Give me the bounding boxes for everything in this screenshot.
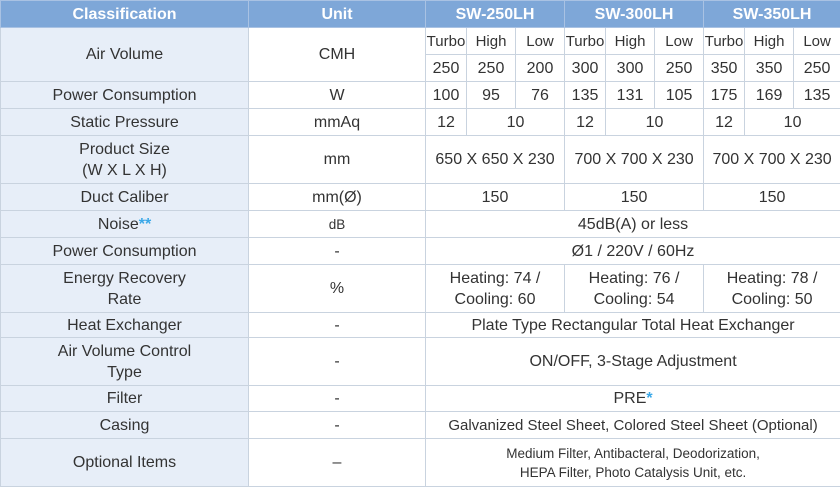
casing-label: Casing [1,412,249,439]
power-value: 135 [794,82,840,109]
air-volume-value: 250 [794,55,840,82]
static-pressure-turbo: 12 [704,109,745,136]
duct-caliber-unit: mm(Ø) [249,184,426,211]
power-value: 135 [565,82,606,109]
static-pressure-row [1,109,840,136]
mode-high: High [745,28,794,55]
product-size-label [1,136,249,184]
duct-caliber-label: Duct Caliber [1,184,249,211]
mode-low: Low [655,28,704,55]
static-pressure-high-low: 10 [606,109,704,136]
product-size-value: 700 X 700 X 230 [704,136,840,184]
mode-turbo: Turbo [426,28,467,55]
noise-unit: dB [249,211,426,238]
power-value: 169 [745,82,794,109]
power-supply-unit: - [249,238,426,265]
static-pressure-high-low: 10 [467,109,565,136]
header-row [1,1,840,28]
power-value: 95 [467,82,516,109]
power-value: 131 [606,82,655,109]
duct-caliber-row [1,184,840,211]
power-value: 105 [655,82,704,109]
mode-low: Low [794,28,840,55]
static-pressure-turbo: 12 [426,109,467,136]
power-supply-value: Ø1 / 220V / 60Hz [426,238,840,265]
duct-caliber-value: 150 [704,184,840,211]
air-volume-control-label-line1: Air Volume Control [1,341,248,362]
static-pressure-turbo: 12 [565,109,606,136]
energy-recovery-heating: Heating: 74 / [426,268,564,289]
heat-exchanger-label: Heat Exchanger [1,313,249,338]
mode-high: High [606,28,655,55]
casing-value: Galvanized Steel Sheet, Colored Steel Sheet (Optional) [426,412,840,439]
energy-recovery-label-line1: Energy Recovery [1,268,248,289]
air-volume-value: 200 [516,55,565,82]
air-volume-control-value: ON/OFF, 3-Stage Adjustment [426,338,840,386]
header-classification: Classification [1,1,249,28]
power-value: 100 [426,82,467,109]
energy-recovery-cooling: Cooling: 50 [704,289,840,310]
air-volume-control-label-line2: Type [1,362,248,383]
duct-caliber-value: 150 [426,184,565,211]
casing-row [1,412,840,439]
air-volume-value: 250 [655,55,704,82]
power-value: 175 [704,82,745,109]
noise-row [1,211,840,238]
filter-value-cell [426,386,840,412]
energy-recovery-label [1,265,249,313]
energy-recovery-row [1,265,840,313]
air-volume-value: 250 [467,55,516,82]
header-model-3: SW-350LH [704,1,840,28]
energy-recovery-heating: Heating: 78 / [704,268,840,289]
optional-items-unit: – [249,439,426,487]
power-consumption-label: Power Consumption [1,82,249,109]
air-volume-label: Air Volume [1,28,249,82]
header-unit: Unit [249,1,426,28]
energy-recovery-unit: % [249,265,426,313]
air-volume-value: 350 [704,55,745,82]
air-volume-control-unit: - [249,338,426,386]
noise-value: 45dB(A) or less [426,211,840,238]
heat-exchanger-unit: - [249,313,426,338]
mode-high: High [467,28,516,55]
air-volume-unit: CMH [249,28,426,82]
noise-footnote-mark: ** [139,216,151,233]
duct-caliber-value: 150 [565,184,704,211]
air-volume-value: 350 [745,55,794,82]
air-volume-control-label [1,338,249,386]
air-volume-control-row [1,338,840,386]
product-size-label-line1: Product Size [1,139,248,160]
mode-low: Low [516,28,565,55]
air-volume-value: 300 [565,55,606,82]
product-size-label-line2: (W X L X H) [1,160,248,181]
energy-recovery-cooling: Cooling: 60 [426,289,564,310]
filter-row [1,386,840,412]
optional-items-line1: Medium Filter, Antibacteral, Deodorization, [426,444,840,463]
energy-recovery-value [565,265,704,313]
optional-items-line2: HEPA Filter, Photo Catalysis Unit, etc. [426,463,840,482]
header-model-1: SW-250LH [426,1,565,28]
casing-unit: - [249,412,426,439]
static-pressure-unit: mmAq [249,109,426,136]
heat-exchanger-row [1,313,840,338]
heat-exchanger-value: Plate Type Rectangular Total Heat Exchanger [426,313,840,338]
energy-recovery-cooling: Cooling: 54 [565,289,703,310]
mode-turbo: Turbo [565,28,606,55]
power-value: 76 [516,82,565,109]
energy-recovery-value [704,265,840,313]
static-pressure-high-low: 10 [745,109,840,136]
power-consumption-row [1,82,840,109]
air-volume-value: 300 [606,55,655,82]
filter-unit: - [249,386,426,412]
optional-items-label: Optional Items [1,439,249,487]
power-consumption-unit: W [249,82,426,109]
noise-label: Noise [98,216,139,233]
noise-label-cell [1,211,249,238]
power-supply-row [1,238,840,265]
mode-turbo: Turbo [704,28,745,55]
static-pressure-label: Static Pressure [1,109,249,136]
product-size-value: 700 X 700 X 230 [565,136,704,184]
filter-value: PRE [613,390,646,407]
filter-label: Filter [1,386,249,412]
filter-footnote-mark: * [646,390,652,407]
optional-items-value [426,439,840,487]
header-model-2: SW-300LH [565,1,704,28]
energy-recovery-heating: Heating: 76 / [565,268,703,289]
product-size-value: 650 X 650 X 230 [426,136,565,184]
product-size-unit: mm [249,136,426,184]
air-volume-modes-row [1,28,840,55]
optional-items-row [1,439,840,487]
product-size-row [1,136,840,184]
air-volume-value: 250 [426,55,467,82]
energy-recovery-label-line2: Rate [1,289,248,310]
power-supply-label: Power Consumption [1,238,249,265]
energy-recovery-value [426,265,565,313]
